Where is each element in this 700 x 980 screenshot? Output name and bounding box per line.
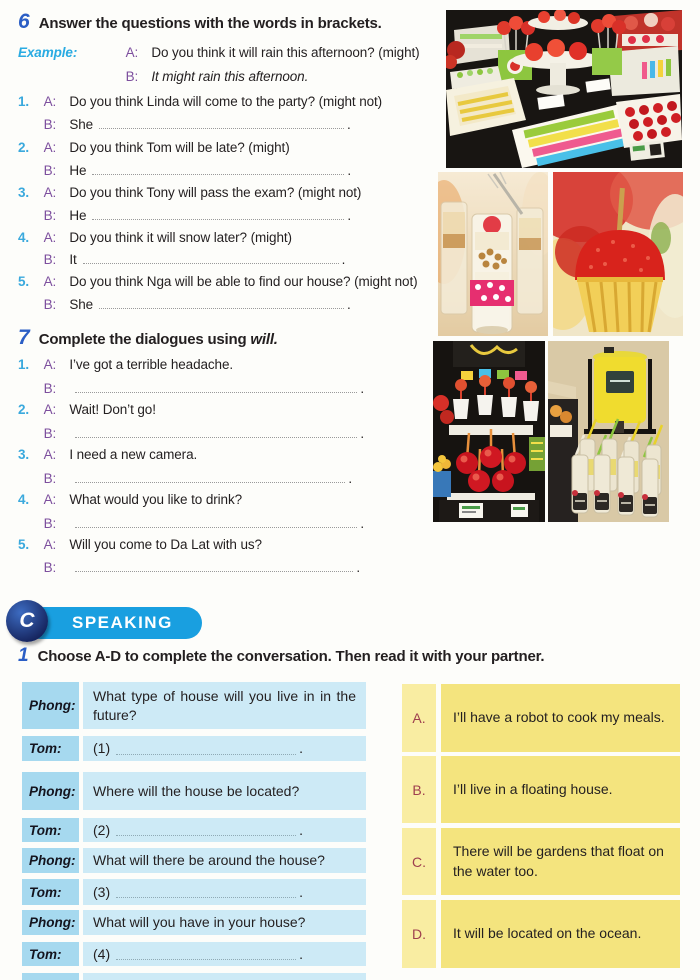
ex6-q4-a: 4. A: Do you think it will snow later? (might) [18,230,292,245]
option-letter: D. [402,900,436,968]
photo-candy-buffet [446,10,682,168]
dialogue-text: (1) . [83,736,366,761]
speaker-name: Tom: [22,818,79,842]
option-letter: C. [402,828,436,895]
option-text: It will be located on the ocean. [441,900,680,968]
speaker-name: Tom: [22,879,79,905]
example-b-text: It might rain this afternoon. [151,69,309,84]
ex6-q3-a: 3. A: Do you think Tony will pass the exam? (might not) [18,185,362,200]
exercise6-number: 6 [18,10,30,33]
answer-blank [116,824,296,836]
ex7-4-a: 4. A: What would you like to drink? [18,492,242,507]
ex6-q5-a: 5. A: Do you think Nga will be able to find our house? (might not) [18,274,418,289]
photo-parfait-glasses [438,172,548,336]
photo-lemonade-stand [548,341,669,522]
option-row [402,828,680,895]
option-row [402,684,680,752]
dialogue-row [22,879,366,905]
speaker-name: Phong: [22,910,79,935]
ex6-q4-b: B: It . [43,252,346,267]
example-label: Example: [18,45,78,60]
dialogue-text: (2) . [83,818,366,842]
ex7-4-b: B: . [43,516,364,531]
answer-blank [116,886,296,898]
answer-blank [75,471,345,483]
example-a-line [18,45,420,60]
dialogue-text: What will there be around the house? [83,848,366,873]
ex6-q1-b: B: She . [43,117,351,132]
exercise7-number: 7 [18,326,30,349]
answer-blank [99,117,344,129]
answer-blank [116,743,296,755]
speaker-b-label: B: [125,69,139,84]
dialogue-row [22,682,366,729]
dialogue-row [22,736,366,761]
dialogue-row [22,848,366,873]
dialogue-row [22,772,366,810]
option-letter: A. [402,684,436,752]
ex7-5-a: 5. A: Will you come to Da Lat with us? [18,537,262,552]
speaker-name: Phong: [22,682,79,729]
speaker-name: Phong: [22,772,79,810]
dialogue-text: (4) . [83,942,366,966]
ex6-q2-a: 2. A: Do you think Tom will be late? (might) [18,140,290,155]
exercise6-header [18,10,382,34]
option-row [402,756,680,823]
answer-blank [92,208,344,220]
answer-blank [83,252,339,264]
ex6-q1-a: 1. A: Do you think Linda will come to the party? (might not) [18,94,383,109]
speaker-name: Tom: [22,736,79,761]
ex7-1-b: B: . [43,381,364,396]
dialogue-row [22,942,366,966]
dialogue-row [22,910,366,935]
speaking-section-banner: SPEAKING [24,607,202,639]
example-b-line [18,69,308,84]
answer-blank [75,516,357,528]
answer-blank [75,426,357,438]
section-letter-badge: C [6,600,48,642]
exercise6-title: Answer the questions with the words in brackets. [38,15,382,32]
option-text: I’ll have a robot to cook my meals. [441,684,680,752]
speaker-name: Phong: [22,848,79,873]
answer-blank [75,560,353,572]
speaking-exercise-header [18,645,544,667]
ex7-1-a: 1. A: I’ve got a terrible headache. [18,357,234,372]
option-row [402,900,680,968]
option-text: There will be gardens that float on the water too. [441,828,680,895]
speaking-exercise-title: Choose A-D to complete the conversation. Then read it with your partner. [37,648,545,665]
speaker-name: Tom: [22,942,79,966]
option-letter: B. [402,756,436,823]
ex7-2-a: 2. A: Wait! Don’t go! [18,402,156,417]
photo-candy-apples [433,341,545,522]
ex6-q5-b: B: She . [43,297,351,312]
example-a-text: Do you think it will rain this afternoon? (might) [151,45,420,60]
speaking-exercise-number: 1 [18,645,29,666]
dialogue-text: What will you have in your house? [83,910,366,935]
dialogue-text: Where will the house be located? [83,772,366,810]
exercise7-header [18,326,278,350]
photo-red-cupcake [553,172,683,336]
option-text: I’ll live in a floating house. [441,756,680,823]
dialogue-text: (3) . [83,879,366,905]
ex7-2-b: B: . [43,426,364,441]
ex7-5-b: B: . [43,560,360,575]
dialogue-row-cutoff [22,973,366,980]
exercise7-title: Complete the dialogues using will. [38,331,278,348]
dialogue-text: What type of house will you live in in the future? [83,682,366,729]
dialogue-row [22,818,366,842]
ex6-q3-b: B: He . [43,208,352,223]
answer-blank [75,381,357,393]
ex6-q2-b: B: He . [43,163,352,178]
answer-blank [99,297,344,309]
answer-blank [92,163,344,175]
ex7-3-b: B: . [43,471,352,486]
answer-blank [116,948,296,960]
speaker-a-label: A: [125,45,139,60]
ex7-3-a: 3. A: I need a new camera. [18,447,198,462]
